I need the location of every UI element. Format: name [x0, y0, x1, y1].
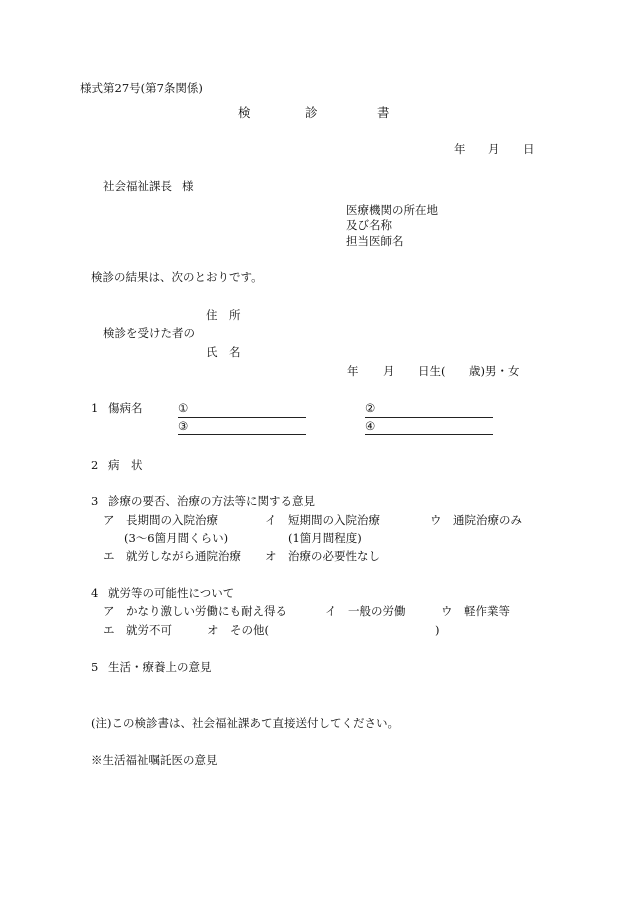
section-5-number: 5 — [91, 660, 99, 674]
diagnosis-item-2-marker: ② — [365, 401, 376, 415]
work-option-o-open: オ その他( — [207, 623, 269, 637]
doctor-name-label: 担当医師名 — [346, 234, 404, 248]
title-char-3: 書 — [377, 105, 390, 120]
work-option-i: イ 一般の労働 — [325, 604, 406, 618]
work-option-o-close: ) — [435, 623, 440, 637]
submission-note: (注)この検診書は、社会福祉課あて直接送付してください。 — [91, 716, 399, 730]
diagnosis-item-1-line[interactable] — [178, 417, 306, 418]
treatment-option-u: ウ 通院治療のみ — [430, 513, 522, 527]
section-4-label: 就労等の可能性について — [108, 586, 235, 600]
section-3-number: 3 — [91, 494, 99, 508]
section-4-number: 4 — [91, 586, 99, 600]
birth-day-label: 日生( — [418, 364, 446, 378]
work-option-a: ア かなり激しい労働にも耐え得る — [103, 604, 287, 618]
section-5-label: 生活・療養上の意見 — [108, 660, 212, 674]
addressee-title: 社会福祉課長 — [103, 179, 172, 193]
title-char-2: 診 — [305, 105, 318, 120]
treatment-option-e: エ 就労しながら通院治療 — [103, 549, 241, 563]
title-char-1: 検 — [238, 105, 251, 120]
date-day-label: 日 — [523, 142, 535, 156]
form-number-label: 様式第27号(第7条関係) — [80, 81, 203, 95]
birth-year-label: 年 — [347, 364, 359, 378]
treatment-option-i-note: (1箇月間程度) — [288, 531, 362, 545]
institution-address-label: 医療機関の所在地 — [346, 203, 438, 217]
section-2-number: 2 — [91, 458, 99, 472]
date-month-label: 月 — [488, 142, 500, 156]
treatment-option-a-note: (3～6箇月間くらい) — [124, 531, 229, 545]
section-1-label: 傷病名 — [108, 401, 143, 415]
diagnosis-item-4-line[interactable] — [365, 434, 493, 435]
work-option-u: ウ 軽作業等 — [441, 604, 510, 618]
patient-address-label: 住 所 — [206, 308, 241, 322]
patient-name-label: 氏 名 — [206, 345, 241, 359]
addressee-honorific: 様 — [182, 179, 194, 193]
work-option-e: エ 就労不可 — [103, 623, 172, 637]
section-2-label: 病 状 — [108, 458, 143, 472]
diagnosis-item-3-marker: ③ — [178, 419, 189, 433]
date-year-label: 年 — [454, 142, 466, 156]
intro-text: 検診の結果は、次のとおりです。 — [91, 270, 263, 284]
treatment-option-o: オ 治療の必要性なし — [265, 549, 380, 563]
institution-name-label: 及び名称 — [346, 218, 392, 232]
treatment-option-i: イ 短期間の入院治療 — [265, 513, 380, 527]
diagnosis-item-3-line[interactable] — [178, 434, 306, 435]
section-1-number: 1 — [91, 401, 99, 415]
section-3-label: 診療の要否、治療の方法等に関する意見 — [108, 494, 315, 508]
age-sex-label: 歳)男・女 — [469, 364, 520, 378]
commissioned-doctor-opinion-label: ※生活福祉嘱託医の意見 — [91, 753, 218, 767]
birth-month-label: 月 — [383, 364, 395, 378]
diagnosis-item-2-line[interactable] — [365, 417, 493, 418]
diagnosis-item-4-marker: ④ — [365, 419, 376, 433]
treatment-option-a: ア 長期間の入院治療 — [103, 513, 218, 527]
patient-group-label: 検診を受けた者の — [103, 326, 195, 340]
diagnosis-item-1-marker: ① — [178, 401, 189, 415]
